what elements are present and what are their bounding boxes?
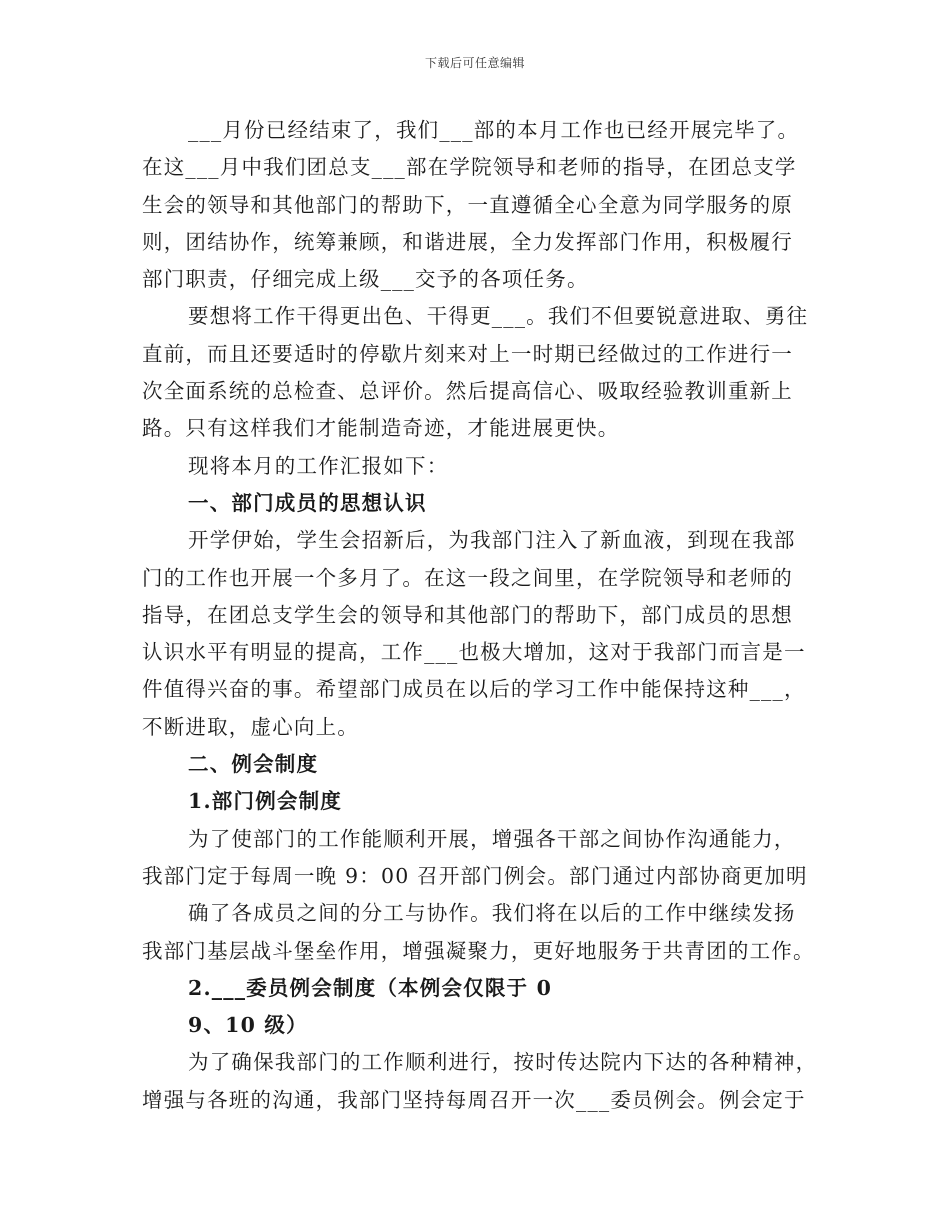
subsection-heading: 1.部门例会制度 [188, 789, 343, 814]
text-line: 认识水平有明显的提高，工作___也极大增加，这对于我部门而言是一 [142, 640, 806, 665]
text-line: 路。只有这样我们才能制造奇迹，才能进展更快。 [142, 416, 620, 441]
text-line: 现将本月的工作汇报如下： [188, 453, 449, 478]
text-line: 为了使部门的工作能顺利开展，增强各干部之间协作沟通能力， [188, 826, 796, 851]
text-line: 我部门基层战斗堡垒作用，增强凝聚力，更好地服务于共青团的工作。 [142, 938, 815, 963]
subsection-heading: 2.___委员例会制度（本例会仅限于 0 [188, 975, 553, 1000]
text-line: ___月份已经结束了，我们___部的本月工作也已经开展完毕了。 [188, 118, 800, 142]
text-line: 在这___月中我们团总支___部在学院领导和老师的指导，在团总支学 [142, 155, 797, 180]
text-line: 件值得兴奋的事。希望部门成员在以后的学习工作中能保持这种___， [142, 677, 806, 702]
text-line: 则，团结协作，统筹兼顾，和谐进展，全力发挥部门作用，积极履行 [142, 229, 793, 254]
text-line: 指导，在团总支学生会的领导和其他部门的帮助下，部门成员的思想 [142, 602, 793, 627]
subsection-heading: 9、10 级） [188, 1013, 308, 1038]
text-line: 门的工作也开展一个多月了。在这一段之间里，在学院领导和老师的 [142, 565, 793, 590]
text-line: 为了确保我部门的工作顺利进行，按时传达院内下达的各种精神， [188, 1050, 818, 1075]
section-heading: 二、例会制度 [188, 752, 319, 777]
text-line: 直前，而且还要适时的停歇片刻来对上一时期已经做过的工作进行一 [142, 341, 793, 366]
text-line: 我部门定于每周一晚 9：00 召开部门例会。部门通过内部协商更加明 [142, 863, 808, 888]
text-line: 不断进取，虚心向上。 [142, 714, 359, 739]
page-header: 下载后可任意编辑 [424, 56, 525, 70]
text-line: 要想将工作干得更出色、干得更___。我们不但要锐意进取、勇往 [188, 304, 809, 329]
text-line: 生会的领导和其他部门的帮助下，一直遵循全心全意为同学服务的原 [142, 192, 793, 217]
document-body [142, 112, 834, 1119]
section-heading: 一、部门成员的思想认识 [188, 490, 427, 515]
text-line: 确了各成员之间的分工与协作。我们将在以后的工作中继续发扬 [188, 901, 796, 926]
text-line: 开学伊始，学生会招新后，为我部门注入了新血液，到现在我部 [188, 528, 796, 553]
text-line: 增强与各班的沟通，我部门坚持每周召开一次___委员例会。例会定于 [142, 1087, 806, 1112]
text-line: 次全面系统的总检查、总评价。然后提高信心、吸取经验教训重新上 [142, 379, 793, 404]
text-line: 部门职责，仔细完成上级___交予的各项任务。 [142, 267, 589, 292]
